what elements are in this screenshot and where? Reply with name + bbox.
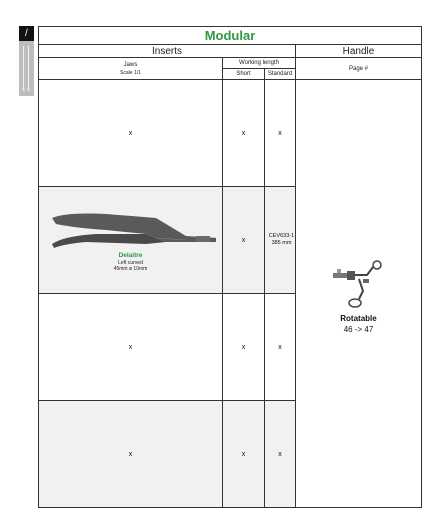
side-tab-marker	[19, 26, 34, 96]
standard-cell: x	[265, 401, 296, 508]
handle-cell	[296, 80, 422, 508]
working-length-header: Working length	[223, 58, 296, 69]
jaws-cell: x	[39, 401, 223, 508]
jaws-cell: x	[39, 80, 223, 187]
inserts-header: Inserts	[39, 45, 296, 58]
jaws-cell	[39, 187, 223, 294]
table-row	[39, 80, 422, 187]
bookmark-glyph: /	[25, 28, 28, 39]
short-cell: x	[223, 294, 265, 401]
instrument-desc: Left curved	[118, 260, 143, 266]
side-tab-stripe	[23, 46, 24, 90]
side-tab-stripe	[28, 46, 29, 90]
scissor-handle-icon	[329, 253, 389, 313]
short-header: Short	[223, 69, 265, 80]
forceps-jaw-image	[46, 208, 216, 252]
handle-label: Rotatable	[340, 313, 377, 323]
scale-label: Scale 1/1	[120, 69, 141, 76]
standard-cell	[265, 187, 296, 294]
standard-cell: x	[265, 80, 296, 187]
short-cell: x	[223, 187, 265, 294]
jaws-header-cell	[39, 58, 223, 80]
reference-length: 385 mm	[271, 240, 292, 246]
side-tab-top	[19, 26, 34, 41]
modular-catalog-table	[38, 26, 422, 508]
instrument-name: Delaitre	[118, 252, 143, 259]
handle-header: Handle	[296, 45, 422, 58]
page-header: Page #	[296, 58, 422, 80]
reference-code: CEV633-1	[268, 233, 295, 239]
short-cell: x	[223, 80, 265, 187]
jaws-cell: x	[39, 294, 223, 401]
table-title: Modular	[39, 27, 422, 45]
short-cell: x	[223, 401, 265, 508]
jaws-header: Jaws	[123, 61, 138, 68]
side-tab-dots: ○○	[21, 87, 32, 94]
standard-header: Standard	[265, 69, 296, 80]
handle-pages: 46 -> 47	[343, 324, 374, 334]
standard-cell: x	[265, 294, 296, 401]
instrument-size: 45mm ø 10mm	[113, 266, 148, 272]
